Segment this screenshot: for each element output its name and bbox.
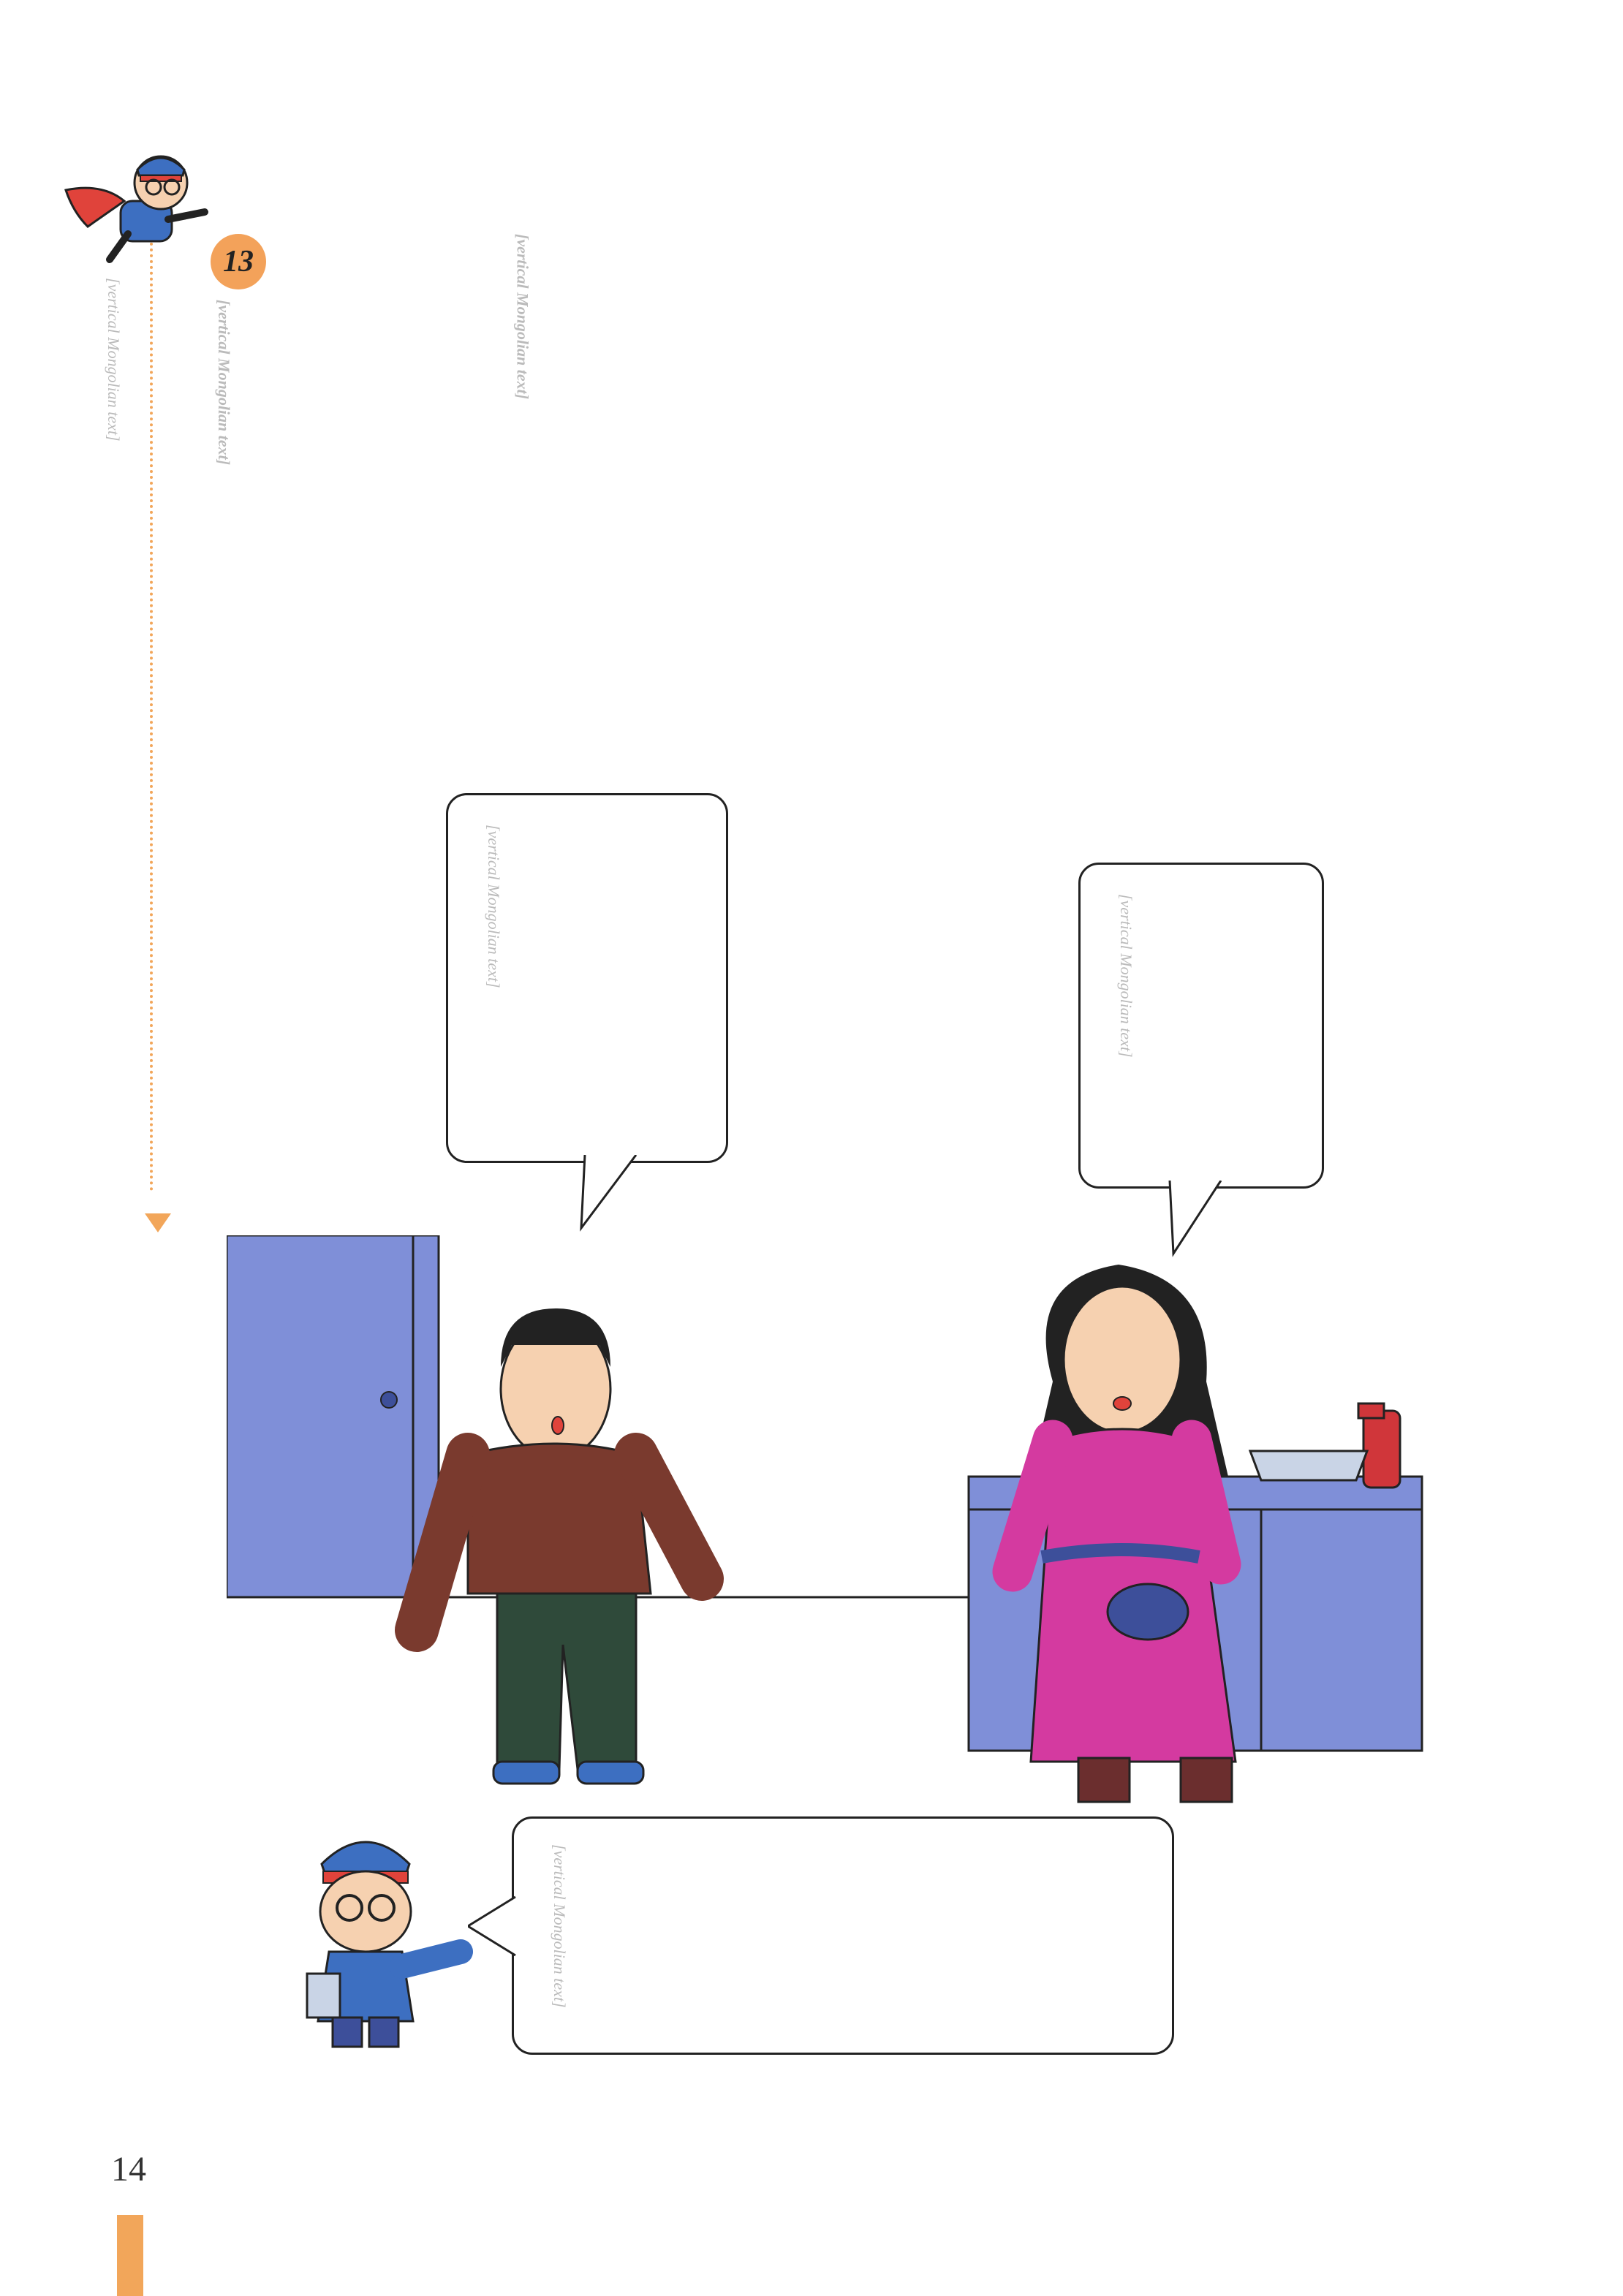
flying-boy-icon	[58, 132, 219, 270]
lesson-number-badge: 13	[211, 234, 266, 289]
speech-text-boy	[543, 1844, 1143, 2027]
speech-bubble-boy	[512, 1816, 1174, 2055]
body-paragraph	[504, 234, 1411, 731]
speech-bubble-man	[446, 793, 728, 1163]
dotted-divider	[150, 219, 153, 1191]
speech-tail-boy	[468, 1893, 519, 1959]
page-edge-tab	[117, 2215, 143, 2296]
speech-text-woman	[1110, 894, 1293, 1157]
pointing-boy-icon	[278, 1813, 483, 2061]
kitchen-scene-illustration	[227, 1235, 1440, 1806]
page-number: 14	[111, 2150, 146, 2189]
running-header	[101, 278, 130, 1177]
speech-text-man	[477, 825, 697, 1124]
speech-tail-man	[578, 1155, 643, 1235]
arrow-marker-icon	[145, 1213, 171, 1232]
lesson-title	[205, 300, 446, 753]
speech-bubble-woman	[1078, 863, 1324, 1189]
